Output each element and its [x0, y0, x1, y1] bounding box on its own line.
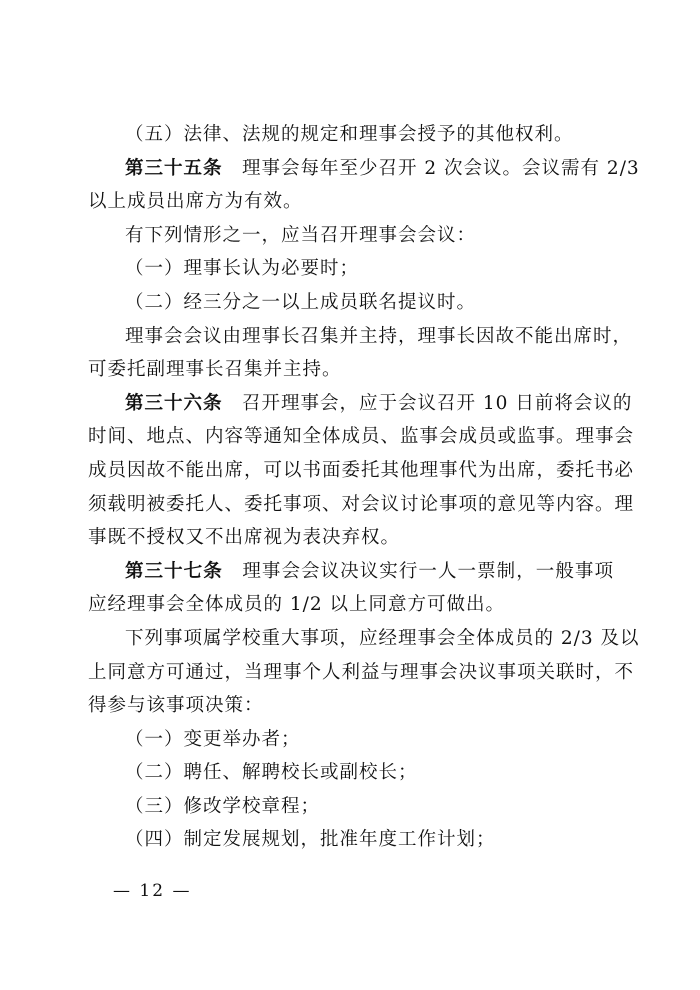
line-text: 以上成员出席方为有效。 [88, 191, 303, 213]
text-line [88, 387, 633, 421]
text-line [88, 185, 614, 219]
document-body [88, 118, 640, 857]
text-line [88, 152, 640, 186]
line-text: 上同意方可通过，当理事个人利益与理事会决议事项关联时，不 [88, 661, 635, 683]
text-line [88, 756, 614, 790]
text-line [88, 622, 640, 656]
line-text: （一）变更举办者； [125, 728, 301, 750]
text-line [88, 488, 635, 522]
text-line [88, 790, 614, 824]
line-text: 理事会会议由理事长召集并主持，理事长因故不能出席时， [125, 325, 633, 347]
text-line [88, 689, 614, 723]
line-text: 召开理事会，应于会议召开 10 日前将会议的 [222, 392, 633, 414]
text-line [88, 723, 614, 757]
article-heading: 第三十七条 [125, 560, 223, 582]
line-text: （三）修改学校章程； [125, 795, 321, 817]
line-text: （四）制定发展规划，批准年度工作计划； [125, 829, 496, 851]
text-line [88, 219, 614, 253]
line-text: （一）理事长认为必要时； [125, 258, 360, 280]
text-line [88, 420, 635, 454]
line-text: 得参与该事项决策： [88, 695, 264, 717]
line-text: 可委托副理事长召集并主持。 [88, 359, 342, 381]
line-text: 应经理事会全体成员的 1/2 以上同意方可做出。 [88, 594, 506, 616]
line-text: 下列事项属学校重大事项，应经理事会全体成员的 2/3 及以 [125, 627, 640, 649]
text-line [88, 454, 635, 488]
text-line [88, 353, 614, 387]
line-text: 时间、地点、内容等通知全体成员、监事会成员或监事。理事会 [88, 426, 635, 448]
article-heading: 第三十五条 [125, 157, 223, 179]
line-text: （二）经三分之一以上成员联名提议时。 [125, 291, 477, 313]
article-heading: 第三十六条 [125, 392, 223, 414]
text-line [88, 823, 614, 857]
text-line [88, 588, 614, 622]
line-text: 事既不授权又不出席视为表决弃权。 [88, 527, 401, 549]
text-line [88, 656, 635, 690]
line-text: 理事会会议决议实行一人一票制，一般事项 [222, 560, 614, 582]
line-text: （五）法律、法规的规定和理事会授予的其他权利。 [125, 124, 574, 145]
text-line [88, 555, 614, 589]
text-line [88, 118, 614, 152]
text-line [88, 286, 614, 320]
line-text: 成员因故不能出席，可以书面委托其他理事代为出席，委托书必 [88, 459, 635, 481]
text-line [88, 252, 614, 286]
text-line [88, 320, 633, 354]
line-text: 理事会每年至少召开 2 次会议。会议需有 2/3 [222, 157, 640, 179]
page-number: — 12 — [113, 881, 192, 901]
line-text: （二）聘任、解聘校长或副校长； [125, 762, 418, 784]
line-text: 有下列情形之一，应当召开理事会会议： [125, 224, 477, 246]
text-line [88, 521, 614, 555]
line-text: 须载明被委托人、委托事项、对会议讨论事项的意见等内容。理 [88, 493, 635, 515]
